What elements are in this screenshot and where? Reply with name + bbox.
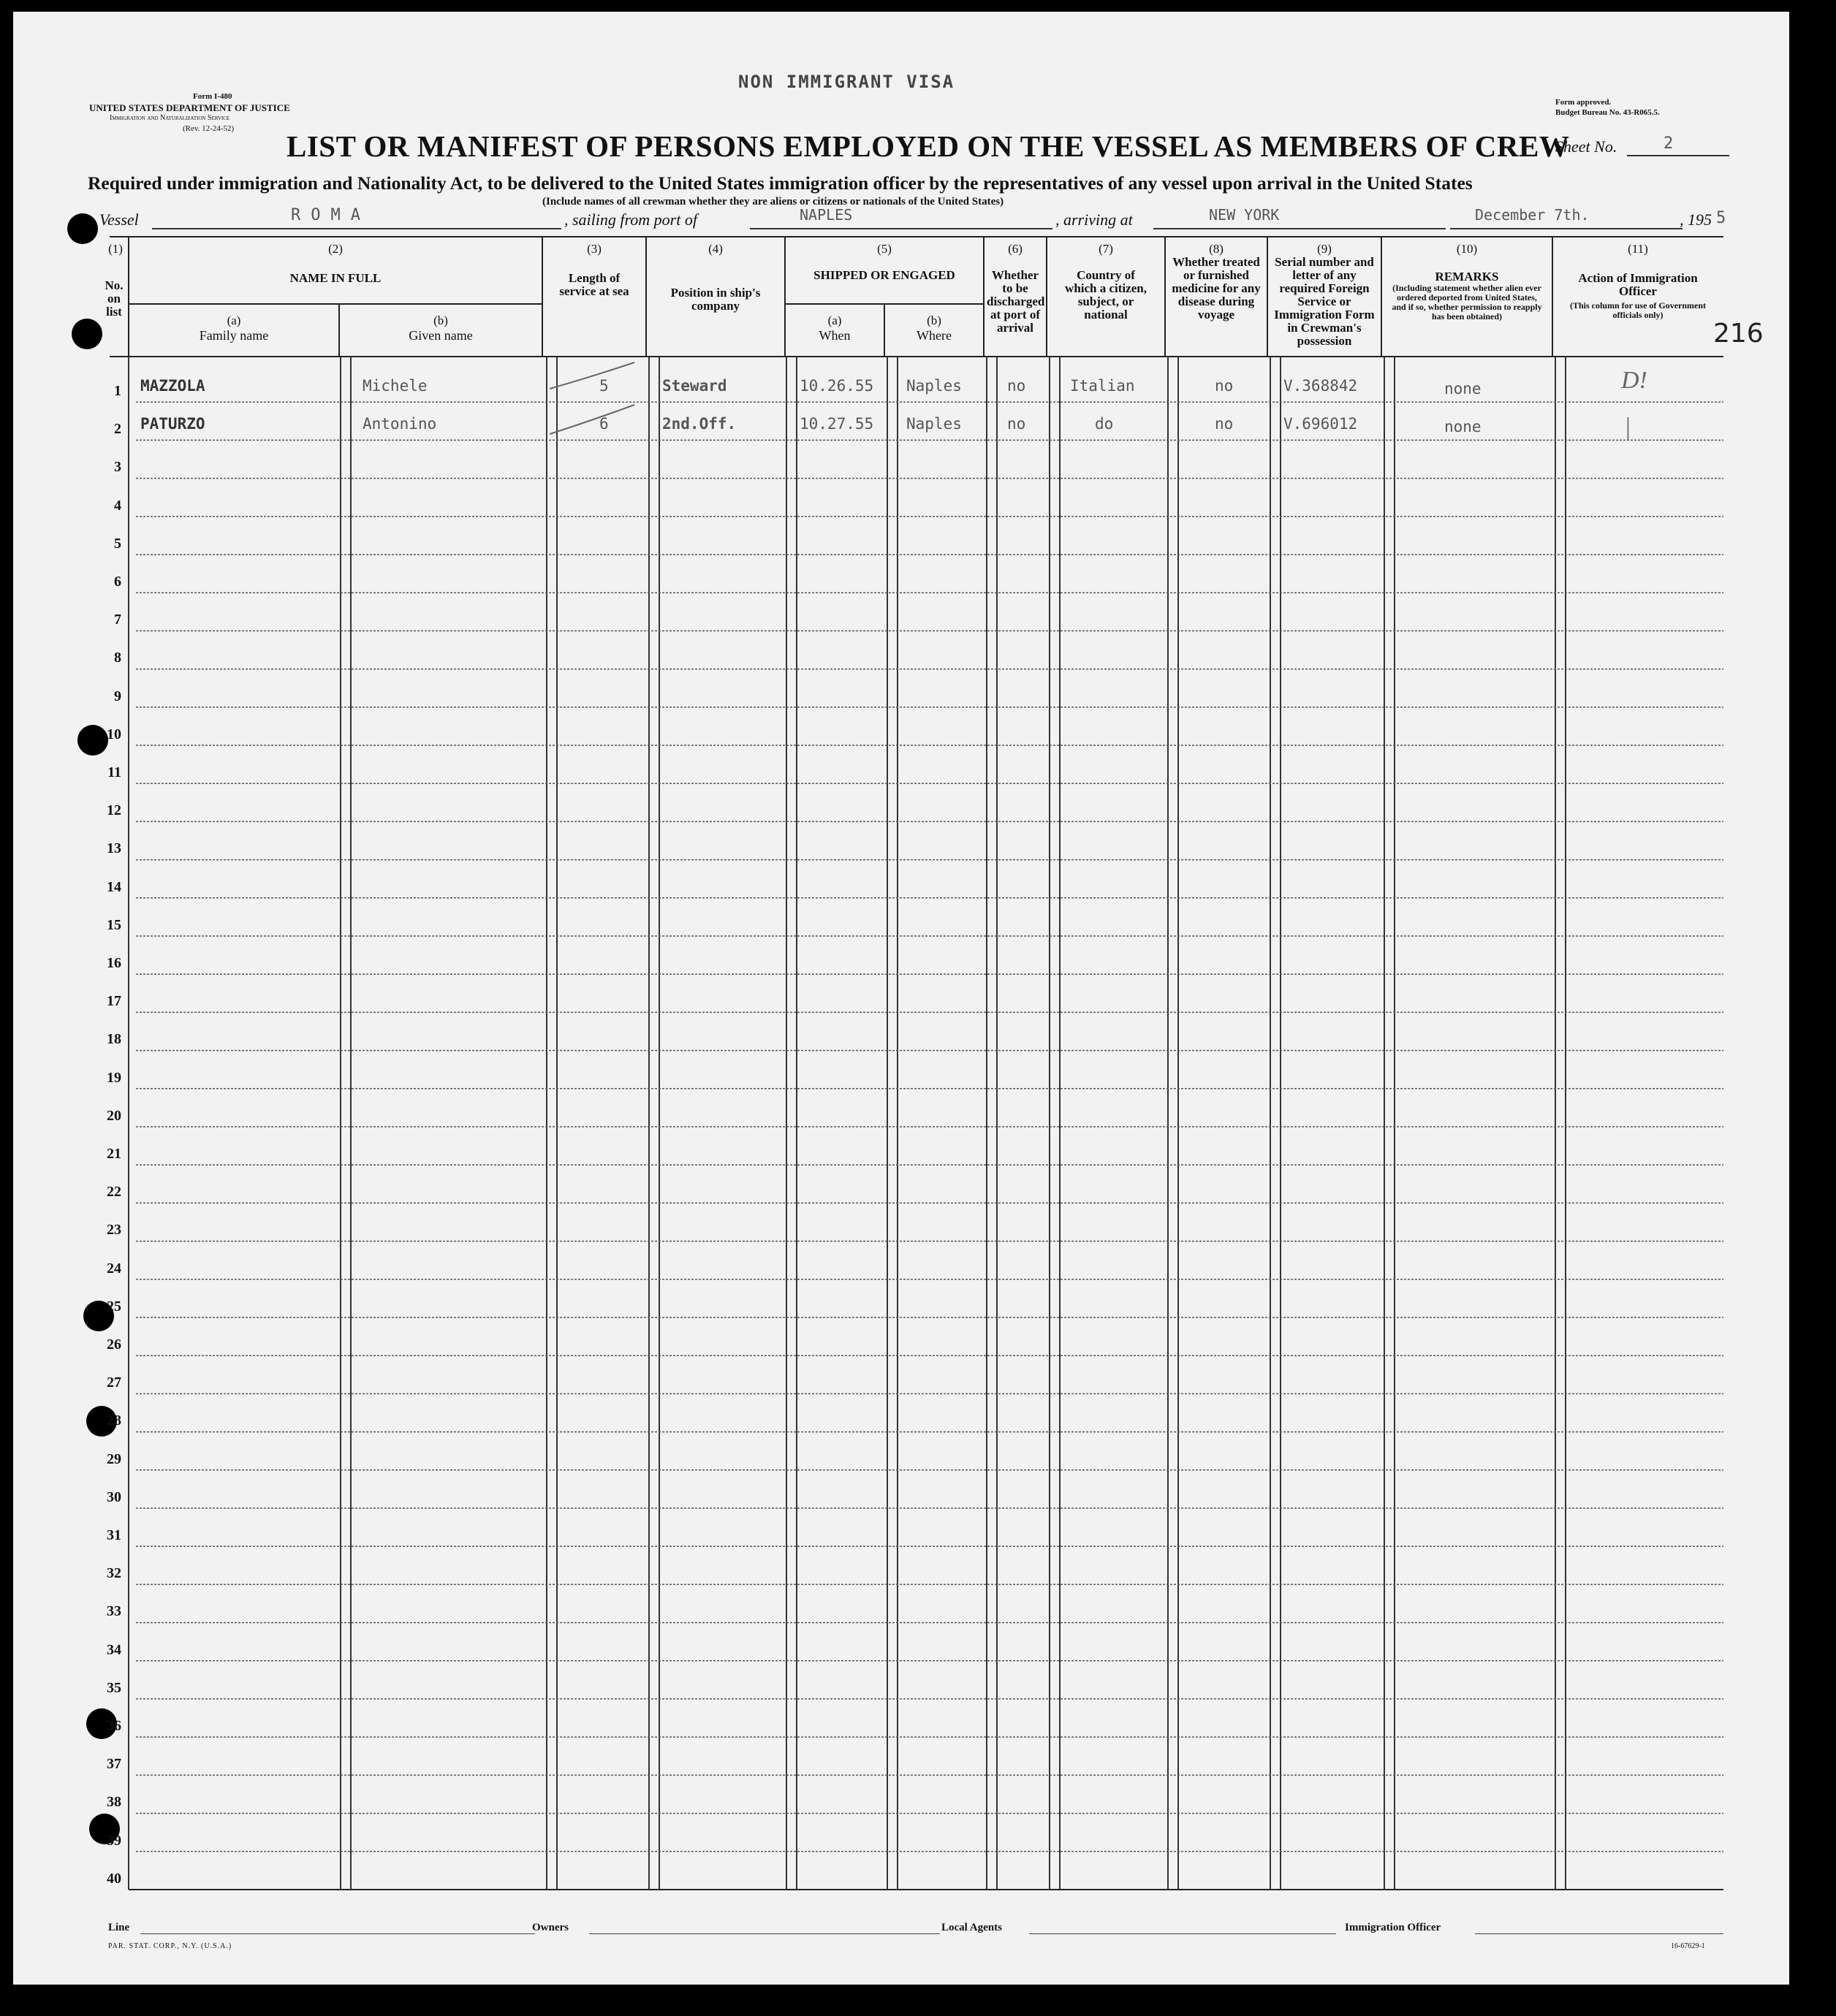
col4-header: Position in ship's company xyxy=(670,286,761,313)
col11-header: Action of Immigration Officer xyxy=(1578,271,1698,298)
printer-line: PAR. STAT. CORP., N.Y. (U.S.A.) xyxy=(108,1942,232,1950)
col3-number: (3) xyxy=(587,242,602,256)
officer-action: | xyxy=(1626,414,1631,441)
col5-header: SHIPPED OR ENGAGED xyxy=(813,268,955,282)
row-number: 35 xyxy=(107,1679,121,1696)
given-name: Antonino xyxy=(363,415,437,433)
col8-header: Whether treated or furnished medicine for any disease during voyage xyxy=(1172,255,1261,322)
col11-number: (11) xyxy=(1628,242,1648,256)
non-immigrant-stamp: NON IMMIGRANT VISA xyxy=(738,72,955,92)
col5a-header: When xyxy=(819,328,851,343)
row-number: 2 xyxy=(114,421,121,438)
row-number: 15 xyxy=(107,916,121,933)
row-number: 1 xyxy=(114,383,121,399)
row-number: 5 xyxy=(114,535,121,552)
print-code: 16-67629-1 xyxy=(1671,1942,1705,1950)
ship-position: Steward xyxy=(662,377,727,395)
shipped-where: Naples xyxy=(906,377,962,395)
col5b-letter: (b) xyxy=(927,313,941,327)
remarks: none xyxy=(1444,418,1482,435)
row-number: 40 xyxy=(107,1870,121,1887)
form-number: Form I-480 xyxy=(193,92,232,101)
year-digit: 5 xyxy=(1716,209,1726,227)
family-name: PATURZO xyxy=(140,415,205,433)
row-number: 28 xyxy=(107,1412,121,1429)
discharged: no xyxy=(1007,415,1026,433)
row-number: 10 xyxy=(107,726,121,742)
col11-note: (This column for use of Government officials only) xyxy=(1569,300,1707,320)
footer-officer-label: Immigration Officer xyxy=(1345,1922,1441,1933)
row-number: 11 xyxy=(107,764,121,780)
row-number: 27 xyxy=(107,1374,121,1391)
subtitle: Required under immigration and Nationality Act, to be delivered to the United States immigration officer by the representatives of any vessel upon arrival in the United States xyxy=(88,172,1473,194)
col1-number: (1) xyxy=(108,242,123,256)
country: do xyxy=(1095,415,1114,433)
row-number: 4 xyxy=(114,497,121,514)
row-number: 31 xyxy=(107,1527,121,1543)
col7-header: Country of which a citizen, subject, or national xyxy=(1065,268,1147,322)
country: Italian xyxy=(1070,377,1135,395)
row-number: 37 xyxy=(107,1756,121,1773)
col4-number: (4) xyxy=(708,242,723,256)
sailing-from-port: NAPLES xyxy=(800,206,853,224)
col5a-letter: (a) xyxy=(827,313,842,327)
vessel-name: ROMA xyxy=(291,206,371,224)
row-number: 26 xyxy=(107,1336,121,1353)
col2-header: NAME IN FULL xyxy=(289,271,382,285)
approval-line-1: Form approved. xyxy=(1555,98,1612,107)
col10-number: (10) xyxy=(1456,242,1478,256)
ship-position: 2nd.Off. xyxy=(662,415,737,433)
row-number: 9 xyxy=(114,688,121,704)
col5b-header: Where xyxy=(917,328,952,343)
col1-header: No. on list xyxy=(105,278,124,319)
row-number: 23 xyxy=(107,1222,121,1239)
arrival-date: December 7th. xyxy=(1475,206,1590,224)
row-number: 30 xyxy=(107,1488,121,1505)
arriving-port: NEW YORK xyxy=(1209,206,1280,224)
col2b-header: Given name xyxy=(409,328,473,343)
row-number: 32 xyxy=(107,1565,121,1582)
row-number: 16 xyxy=(107,955,121,971)
subtitle-note: (Include names of all crewman whether they are aliens or citizens or nationals of the United States) xyxy=(542,196,1004,208)
manifest-sheet xyxy=(13,12,1789,1985)
row-number: 6 xyxy=(114,574,121,590)
discharged: no xyxy=(1007,377,1026,395)
row-number: 12 xyxy=(107,802,121,819)
agency-department: UNITED STATES DEPARTMENT OF JUSTICE xyxy=(89,102,290,113)
service-length: 5 xyxy=(599,377,609,395)
col5-number: (5) xyxy=(877,242,892,256)
row-number: 34 xyxy=(107,1641,121,1658)
row-number: 7 xyxy=(114,612,121,628)
col3-header: Length of service at sea xyxy=(559,271,629,298)
family-name: MAZZOLA xyxy=(140,377,205,395)
sailing-from-label: , sailing from port of xyxy=(564,210,697,229)
row-number: 22 xyxy=(107,1184,121,1201)
row-number: 33 xyxy=(107,1603,121,1620)
given-name: Michele xyxy=(363,377,428,395)
col10-header: REMARKS xyxy=(1435,270,1499,284)
shipped-when: 10.27.55 xyxy=(800,415,874,433)
arriving-label: , arriving at xyxy=(1055,210,1133,229)
row-number: 3 xyxy=(114,459,121,476)
page-title: LIST OR MANIFEST OF PERSONS EMPLOYED ON THE VESSEL AS MEMBERS OF CREW xyxy=(287,129,1570,163)
shipped-when: 10.26.55 xyxy=(800,377,874,395)
serial-number: V.368842 xyxy=(1283,377,1358,395)
medicine: no xyxy=(1215,377,1234,395)
serial-number: V.696012 xyxy=(1283,415,1358,433)
medicine: no xyxy=(1215,415,1234,433)
row-number: 29 xyxy=(107,1450,121,1467)
col6-header: Whether to be discharged at port of arrival xyxy=(987,268,1045,335)
shipped-where: Naples xyxy=(906,415,962,433)
service-length: 6 xyxy=(599,415,609,433)
row-number: 24 xyxy=(107,1260,121,1277)
row-number: 18 xyxy=(107,1031,121,1048)
col2b-letter: (b) xyxy=(433,313,448,327)
col9-number: (9) xyxy=(1317,242,1332,256)
officer-action: D! xyxy=(1621,367,1647,394)
remarks: none xyxy=(1444,380,1482,398)
col2a-letter: (a) xyxy=(227,313,241,327)
footer-line-label: Line xyxy=(108,1922,130,1933)
row-number: 38 xyxy=(107,1794,121,1811)
col7-number: (7) xyxy=(1099,242,1113,256)
sheet-number: 2 xyxy=(1664,134,1674,153)
footer-owners-label: Owners xyxy=(532,1922,569,1933)
footer-agents-label: Local Agents xyxy=(941,1922,1002,1933)
form-revision: (Rev. 12-24-52) xyxy=(183,124,235,133)
sheet-label: Sheet No. xyxy=(1555,137,1617,156)
row-number: 39 xyxy=(107,1832,121,1849)
row-number: 8 xyxy=(114,650,121,666)
col6-number: (6) xyxy=(1008,242,1023,256)
page-number: 216 xyxy=(1713,319,1764,349)
col10-note: (Including statement whether alien ever ordered deported from United States, and if so, whether permission to reapply has been obtained) xyxy=(1392,283,1542,322)
row-number: 36 xyxy=(107,1718,121,1734)
approval-line-2: Budget Bureau No. 43-R065.5. xyxy=(1555,108,1660,117)
col8-number: (8) xyxy=(1209,242,1224,256)
row-number: 25 xyxy=(107,1298,121,1315)
row-number: 14 xyxy=(107,878,121,895)
row-number: 17 xyxy=(107,993,121,1010)
row-number: 21 xyxy=(107,1146,121,1162)
vessel-label: Vessel xyxy=(99,210,139,229)
row-number: 20 xyxy=(107,1107,121,1124)
agency-service: Immigration and Naturalization Service xyxy=(110,114,230,122)
col2-number: (2) xyxy=(328,242,343,256)
row-number: 19 xyxy=(107,1069,121,1086)
col2a-header: Family name xyxy=(199,328,269,343)
year-prefix: , 195 xyxy=(1680,210,1712,229)
row-number: 13 xyxy=(107,840,121,857)
col9-header: Serial number and letter of any required Foreign Service or Immigration Form in Crewman's possession xyxy=(1274,255,1375,348)
